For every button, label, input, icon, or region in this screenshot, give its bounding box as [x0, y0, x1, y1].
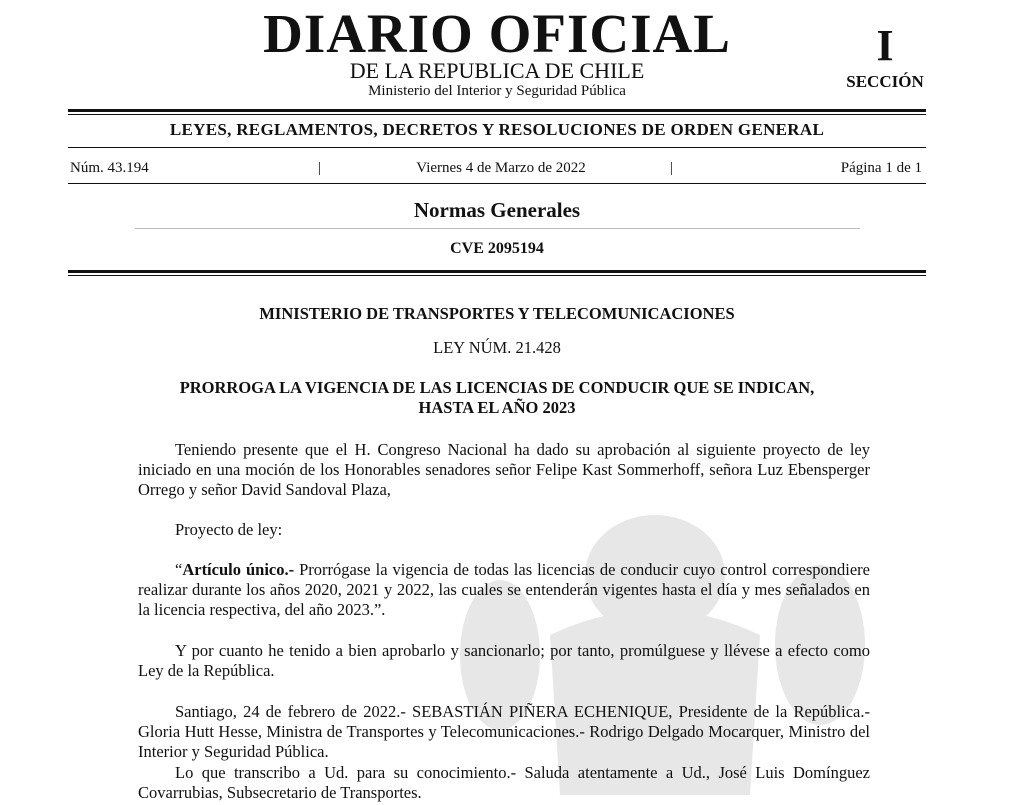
- section-label: SECCIÓN: [846, 72, 924, 91]
- meta-separator: |: [670, 160, 674, 176]
- thin-divider: [135, 228, 860, 229]
- newspaper-ministry: Ministerio del Interior y Seguridad Pública: [368, 83, 626, 99]
- cve-code: CVE 2095194: [450, 240, 544, 257]
- category-heading: LEYES, REGLAMENTOS, DECRETOS Y RESOLUCIONES DE ORDEN GENERAL: [169, 120, 825, 139]
- divider: [68, 147, 926, 148]
- article-label: Artículo único.-: [182, 560, 295, 579]
- divider: [68, 109, 926, 112]
- section-title: Normas Generales: [413, 198, 581, 222]
- law-title: [100, 378, 894, 418]
- page-number: Página 1 de 1: [840, 160, 922, 176]
- promulgation-paragraph: Y por cuanto he tenido a bien aprobarlo y sancionarlo; por tanto, promúlguese y llévese a efecto como Ley de la República.: [138, 641, 870, 680]
- issue-date: Viernes 4 de Marzo de 2022: [416, 160, 586, 176]
- newspaper-subtitle: DE LA REPUBLICA DE CHILE: [349, 58, 645, 83]
- divider: [68, 114, 926, 115]
- section-number: I: [876, 21, 894, 70]
- transcription-paragraph: Lo que transcribo a Ud. para su conocimiento.- Saluda atentamente a Ud., José Luis Domínguez Covarrubias, Subsecretario de Transportes.: [138, 763, 870, 802]
- signatures-paragraph: Santiago, 24 de febrero de 2022.- SEBASTIÁN PIÑERA ECHENIQUE, Presidente de la República.- Gloria Hutt Hesse, Ministra de Transportes y Telecomunicaciones.- Rodrigo Delgado Mocarquer, Ministro del Interior y Seguridad Pública.: [138, 702, 870, 761]
- newspaper-title: DIARIO OFICIAL: [263, 3, 731, 64]
- divider: [68, 183, 926, 184]
- law-number: LEY NÚM. 21.428: [433, 338, 561, 357]
- law-title-line: HASTA EL AÑO 2023: [418, 398, 576, 417]
- issue-number: Núm. 43.194: [70, 160, 149, 176]
- divider: [68, 275, 926, 276]
- ministry-heading: MINISTERIO DE TRANSPORTES Y TELECOMUNICACIONES: [259, 304, 735, 323]
- intro-paragraph: Teniendo presente que el H. Congreso Nacional ha dado su aprobación al siguiente proyecto de ley iniciado en una moción de los Honorables senadores señor Felipe Kast Sommerhoff, señora Luz Ebensperger Orrego y señor David Sandoval Plaza,: [138, 440, 870, 499]
- article-paragraph: “Artículo único.- Prorrógase la vigencia de todas las licencias de conducir cuyo control correspondiere realizar durante los años 2020, 2021 y 2022, las cuales se entenderán vigentes hasta el día y mes señalados en la licencia respectiva, del año 2023.”.: [138, 560, 870, 619]
- divider: [68, 270, 926, 273]
- proyecto-label: Proyecto de ley:: [175, 520, 283, 539]
- law-title-line: PRORROGA LA VIGENCIA DE LAS LICENCIAS DE CONDUCIR QUE SE INDICAN,: [179, 378, 815, 397]
- meta-separator: |: [318, 160, 322, 176]
